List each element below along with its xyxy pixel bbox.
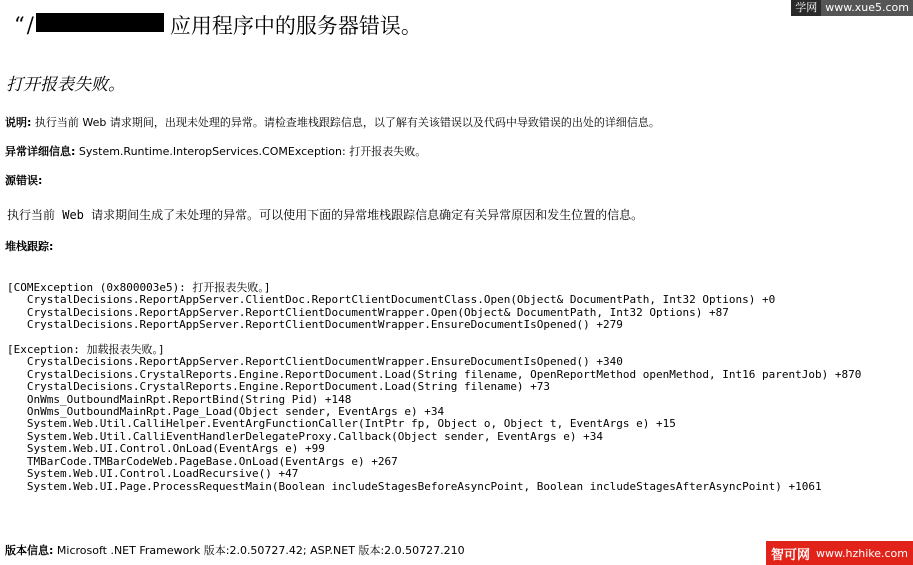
stack-trace-label: 堆栈跟踪: [5,240,54,253]
stack-trace-line: OnWms_OutboundMainRpt.ReportBind(String Pid) +148 [7,392,352,406]
stack-trace-line: System.Web.UI.Page.ProcessRequestMain(Boolean includeStagesBeforeAsyncPoint, Boolean includeStagesAfterAsyncPoint) +1061 [7,479,822,493]
error-title: 打开报表失败。 [6,75,125,95]
stack-trace-line: CrystalDecisions.ReportAppServer.ClientDoc.ReportClientDocumentClass.Open(Object& DocumentPath, Int32 Options) +0 [7,293,776,307]
stack-trace-line: OnWms_OutboundMainRpt.Page_Load(Object sender, EventArgs e) +34 [7,405,445,419]
watermark-top-name: 学网 [791,0,821,16]
redacted-app-name [36,13,164,32]
stack-trace-line: System.Web.Util.CalliEventHandlerDelegateProxy.Callback(Object sender, EventArgs e) +34 [7,429,604,443]
source-error-text: 执行当前 Web 请求期间生成了未处理的异常。可以使用下面的异常堆栈跟踪信息确定有关异常原因和发生位置的信息。 [7,208,644,222]
source-error [5,172,42,188]
exception-details [5,143,426,159]
stack-trace [5,238,53,254]
exception-details-text: System.Runtime.InteropServices.COMException: 打开报表失败。 [78,145,427,158]
watermark-bottom-url: www.hzhike.com [816,546,908,560]
watermark-top [791,0,913,16]
stack-trace-line: System.Web.UI.Control.LoadRecursive() +47 [7,467,299,481]
version-info [5,542,465,558]
exception-details-label: 异常详细信息: [5,145,76,158]
stack-trace-line: CrystalDecisions.ReportAppServer.ReportClientDocumentWrapper.EnsureDocumentIsOpened() +279 [7,318,623,332]
watermark-top-url: www.xue5.com [821,0,913,16]
stack-trace-line: System.Web.Util.CalliHelper.EventArgFunctionCaller(IntPtr fp, Object o, Object t, EventArgs e) +15 [7,417,676,431]
stack-trace-block [7,282,861,493]
version-info-label: 版本信息: [5,544,54,557]
stack-trace-line: CrystalDecisions.ReportAppServer.ReportClientDocumentWrapper.Open(Object& DocumentPath, Int32 Options) +87 [7,305,729,319]
watermark-bottom [766,541,913,565]
open-quote: “ [14,13,25,37]
title-suffix: 应用程序中的服务器错误。 [169,14,422,38]
source-error-label: 源错误: [5,174,43,187]
description-label: 说明: [5,116,32,129]
stack-trace-line: CrystalDecisions.ReportAppServer.ReportClientDocumentWrapper.EnsureDocumentIsOpened() +340 [7,355,623,369]
stack-trace-line: TMBarCode.TMBarCodeWeb.PageBase.OnLoad(EventArgs e) +267 [7,454,398,468]
stack-trace-line: System.Web.UI.Control.OnLoad(EventArgs e) +99 [7,442,325,456]
path-slash: / [26,13,34,37]
version-info-text: Microsoft .NET Framework 版本:2.0.50727.42; ASP.NET 版本:2.0.50727.210 [56,544,465,557]
page-title [14,8,422,42]
stack-trace-line: CrystalDecisions.CrystalReports.Engine.ReportDocument.Load(String filename, OpenReportMethod openMethod, Int16 parentJob) +870 [7,367,862,381]
watermark-bottom-name: 智可网 [770,547,810,563]
stack-trace-line: [Exception: 加载报表失败。] [7,343,165,357]
stack-trace-line: [COMException (0x800003e5): 打开报表失败。] [7,281,271,294]
description [5,114,660,130]
description-text: 执行当前 Web 请求期间，出现未处理的异常。请检查堆栈跟踪信息，以了解有关该错误以及代码中导致错误的出处的详细信息。 [34,116,660,129]
stack-trace-line: CrystalDecisions.CrystalReports.Engine.ReportDocument.Load(String filename) +73 [7,380,551,394]
